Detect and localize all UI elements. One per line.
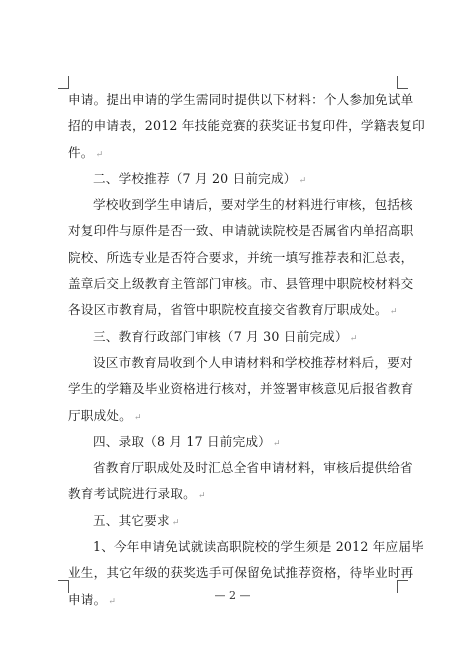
- text-line-content: 三、教育行政部门审核（7 月 30 日前完成）: [93, 328, 348, 344]
- text-line-content: 1、今年申请免试就读高职院校的学生须是 2012 年应届毕: [93, 539, 424, 555]
- text-line-content: 学生的学籍及毕业资格进行核对，并签署审核意见后报省教育: [68, 381, 414, 397]
- text-line: [68, 403, 408, 429]
- text-line: [68, 455, 413, 481]
- text-line-content: 学校收到学生申请后，要对学生的材料进行审核，包括核: [93, 197, 413, 213]
- text-line-content: 盖章后交上级教育主管部门审核。市、县管理中职院校材料交: [68, 276, 414, 292]
- document-body: [68, 87, 425, 613]
- text-line-content: 对复印件与原件是否一致、申请就读院校是否属省内单招高职: [68, 223, 414, 239]
- paragraph-return-icon: ↵: [349, 333, 358, 344]
- text-line: [68, 192, 413, 218]
- text-line: [68, 271, 414, 297]
- text-line-content: 四、录取（8 月 17 日前完成）: [93, 433, 271, 449]
- paragraph-return-icon: ↵: [197, 491, 206, 502]
- text-line: [68, 560, 414, 586]
- paragraph-return-icon: ↵: [171, 517, 180, 528]
- paragraph-return-icon: ↵: [389, 307, 398, 318]
- page-number: — 2 —: [214, 589, 251, 602]
- text-line-content: 件。: [68, 144, 94, 160]
- paragraph-return-icon: ↵: [272, 438, 281, 449]
- text-line-content: 厅职成处。: [68, 407, 132, 423]
- text-line: [68, 376, 414, 402]
- text-line: [68, 508, 408, 534]
- text-line: [68, 87, 414, 113]
- text-line: [68, 429, 408, 455]
- text-line: [68, 324, 408, 350]
- text-line-content: 五、其它要求: [93, 512, 170, 528]
- paragraph-return-icon: ↵: [108, 596, 117, 607]
- text-line-content: 申请。: [68, 591, 107, 607]
- text-line: [68, 218, 414, 244]
- text-line: [68, 166, 408, 192]
- text-line-content: 招的申请表，2012 年技能竞赛的获奖证书复印件，学籍表复印: [68, 118, 425, 134]
- text-line-content: 教育考试院进行录取。: [68, 486, 196, 502]
- text-line-content: 院校、所选专业是否符合要求，并统一填写推荐表和汇总表，: [68, 249, 414, 265]
- text-line: [68, 350, 413, 376]
- text-line-content: 业生，其它年级的获奖选手可保留免试推荐资格，待毕业时再: [68, 565, 414, 581]
- paragraph-return-icon: ↵: [95, 149, 104, 160]
- text-line: [68, 245, 414, 271]
- text-line-content: 申请。提出申请的学生需同时提供以下材料：个人参加免试单: [68, 92, 414, 107]
- text-line: [68, 534, 424, 560]
- text-line: [68, 297, 408, 323]
- text-line-content: 各设区市教育局，省管中职院校直接交省教育厅职成处。: [68, 302, 388, 318]
- text-line-content: 设区市教育局收到个人申请材料和学校推荐材料后，要对: [93, 354, 413, 370]
- text-line: [68, 481, 408, 507]
- text-line: [68, 113, 425, 139]
- text-line-content: 省教育厅职成处及时汇总全省申请材料，审核后提供给省: [93, 460, 413, 476]
- text-line: [68, 140, 408, 166]
- paragraph-return-icon: ↵: [133, 412, 142, 423]
- text-line-content: 二、学校推荐（7 月 20 日前完成）: [93, 170, 297, 186]
- paragraph-return-icon: ↵: [298, 175, 307, 186]
